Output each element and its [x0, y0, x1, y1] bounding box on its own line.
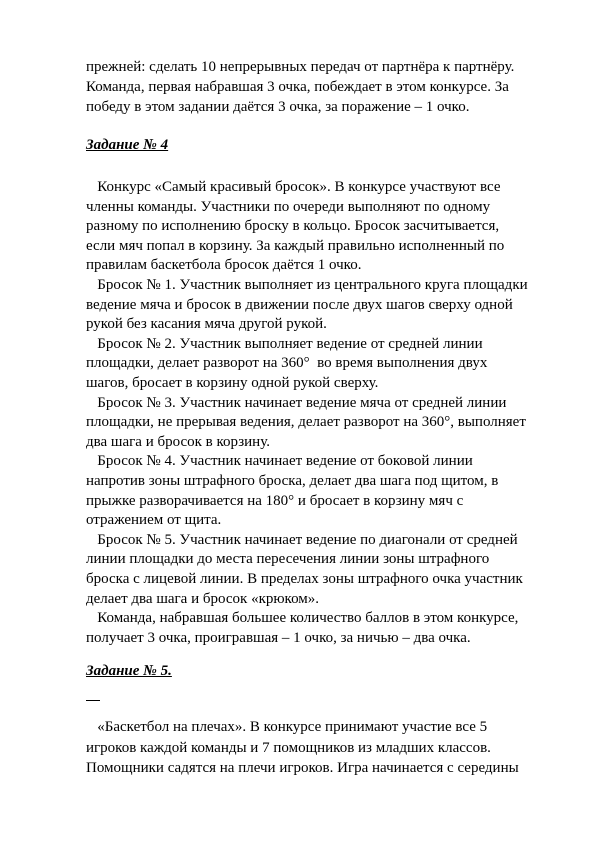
text-line: отражением от щита.	[86, 512, 222, 529]
text-line: ведение мяча и бросок в движении после двух шагов сверху одной	[86, 296, 513, 313]
text-line: Бросок № 1. Участник выполняет из центрального круга площадки	[86, 277, 528, 293]
text-line: напротив зоны штрафного броска, делает два шага под щитом, в	[86, 473, 499, 489]
text-line: Бросок № 5. Участник начинает ведение по диагонали от средней	[86, 531, 518, 548]
text-line: Бросок № 4. Участник начинает ведение от боковой линии	[86, 453, 473, 470]
text-line: линии площадки до места пересечения линии зоны штрафного	[86, 551, 490, 568]
text-line: победу в этом задании даётся 3 очка, за поражение – 1 очко.	[86, 99, 470, 115]
text-line: Конкурс «Самый красивый бросок». В конкурсе участвуют все	[86, 179, 501, 195]
text-line: площадки, делает разворот на 360° во время выполнения двух	[86, 355, 488, 372]
section-heading-4: Задание № 4	[86, 137, 169, 153]
text-line: площадки, не прерывая ведения, делает разворот на 360°, выполняет	[86, 414, 526, 431]
text-line: Команда, первая набравшая 3 очка, побеждает в этом конкурсе. За	[86, 79, 509, 95]
text-line: правилам баскетбола бросок даётся 1 очко.	[86, 257, 362, 274]
text-line: шагов, бросает в корзину одной рукой сверху.	[86, 375, 379, 391]
text-line: два шага и бросок в корзину.	[86, 433, 270, 450]
text-line: прыжке разворачивается на 180° и бросает в корзину мяч с	[86, 492, 464, 509]
section-heading-5: Задание № 5.	[86, 663, 172, 679]
text-line: игроков каждой команды и 7 помощников из младших классов.	[86, 739, 491, 756]
text-line: Бросок № 2. Участник выполняет ведение от средней линии	[86, 335, 483, 352]
text-line: получает 3 очка, проигравшая – 1 очко, за ничью – два очка.	[86, 629, 471, 646]
dash-mark	[86, 700, 100, 701]
text-line: рукой без касания мяча другой рукой.	[86, 316, 327, 333]
text-line: Бросок № 3. Участник начинает ведение мяча от средней линии	[86, 394, 507, 411]
text-line: прежней: сделать 10 непрерывных передач от партнёра к партнёру.	[86, 59, 515, 75]
text-line: Помощники садятся на плечи игроков. Игра начинается с середины	[86, 760, 519, 776]
text-line: если мяч попал в корзину. За каждый правильно исполненный по	[86, 237, 505, 254]
text-line: делает два шага и бросок «крюком».	[86, 590, 320, 607]
text-line: разному по исполнению броску в кольцо. Бросок засчитывается,	[86, 218, 500, 235]
text-line: Команда, набравшая большее количество баллов в этом конкурсе,	[86, 610, 519, 627]
text-line: броска с лицевой линии. В пределах зоны штрафного очка участник	[86, 571, 523, 587]
text-line: членны команды. Участники по очереди выполняют по одному	[86, 198, 491, 215]
text-line: «Баскетбол на плечах». В конкурсе принимают участие все 5	[86, 719, 488, 735]
